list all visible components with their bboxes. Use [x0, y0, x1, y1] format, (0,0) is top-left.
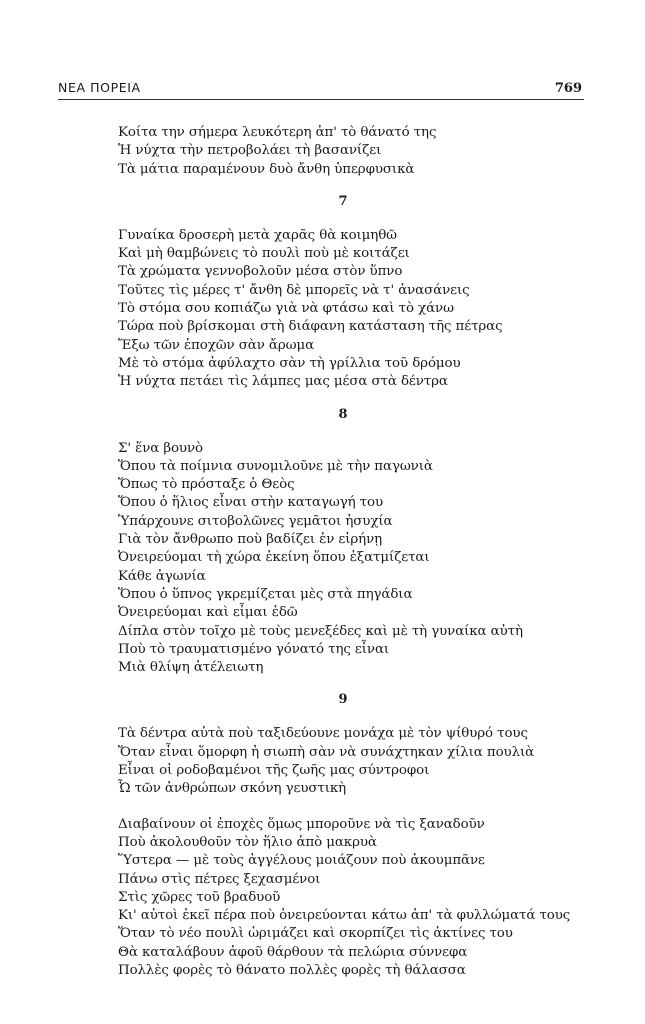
- section-number: 8: [338, 406, 348, 422]
- verse-line: Ἡ νύχτα πετάει τὶς λάμπες μας μέσα στὰ δέντρα: [118, 374, 448, 390]
- verse-line: Γυναίκα δροσερὴ μετὰ χαρᾶς θὰ κοιμηθῶ: [118, 227, 397, 243]
- verse-line: Πάνω στὶς πέτρες ξεχασμένοι: [118, 871, 321, 887]
- verse-line: Ὅταν τὸ νέο πουλὶ ὡριμάζει καὶ σκορπίζει τὶς ἀκτίνες του: [118, 926, 513, 942]
- verse-line: Ὅπου τὰ ποίμνια συνομιλοῦνε μὲ τὴν παγωνιὰ: [118, 458, 433, 474]
- verse-line: Στὶς χῶρες τοῦ βραδυοῦ: [118, 889, 281, 905]
- verse-line: Μὲ τὸ στόμα ἀφύλαχτο σὰν τὴ γρίλλια τοῦ δρόμου: [118, 355, 461, 371]
- stanza-break: [118, 799, 588, 816]
- poem-body: [118, 124, 588, 980]
- page-number: 769: [554, 81, 582, 96]
- stanza-section-8: [118, 440, 588, 678]
- verse-line: Ὀνειρεύομαι τὴ χώρα ἐκείνη ὅπου ἐξατμίζεται: [118, 550, 430, 566]
- verse-line: Ὅπου ὁ ὕπνος γκρεμίζεται μὲς στὰ πηγάδια: [118, 586, 413, 602]
- section-number: 7: [338, 193, 348, 209]
- verse-line: Θὰ καταλάβουν ἀφοῦ θάρθουν τὰ πελώρια σύννεφα: [118, 944, 468, 960]
- verse-line: Ὦ τῶν ἀνθρώπων σκόνη γευστικὴ: [118, 781, 347, 797]
- verse-line: Ὑπάρχουνε σιτοβολῶνες γεμᾶτοι ἡσυχία: [118, 513, 393, 529]
- verse-line: Ποὺ τὸ τραυματισμένο γόνατό της εἶναι: [118, 641, 390, 657]
- verse-line: Κι' αὐτοὶ ἐκεῖ πέρα ποὺ ὀνειρεύονται κάτω ἀπ' τὰ φυλλώματά τους: [118, 908, 571, 924]
- verse-line: Εἶναι οἱ ροδοβαμένοι τῆς ζωῆς μας σύντροφοι: [118, 763, 430, 779]
- verse-line: Τώρα ποὺ βρίσκομαι στὴ διάφανη κατάσταση τῆς πέτρας: [118, 319, 503, 335]
- verse-line: Σ' ἕνα βουνὸ: [118, 440, 203, 456]
- verse-line: Ὅταν εἶναι ὅμορφη ἡ σιωπὴ σὰν νὰ συνάχτηκαν χίλια πουλιὰ: [118, 744, 535, 760]
- verse-line: Ποὺ ἀκολουθοῦν τὸν ἥλιο ἀπὸ μακρυὰ: [118, 834, 377, 850]
- verse-line: Τὰ χρώματα γεννοβολοῦν μέσα στὸν ὕπνο: [118, 264, 403, 280]
- stanza-section-9a: [118, 725, 588, 798]
- verse-line: Δίπλα στὸν τοῖχο μὲ τοὺς μενεξέδες καὶ μὲ τὴ γυναίκα αὐτὴ: [118, 623, 523, 639]
- verse-line: Τοῦτες τὶς μέρες τ' ἄνθη δὲ μπορεῖς νὰ τ' ἀνασάνεις: [118, 282, 470, 298]
- verse-line: Τὸ στόμα σου κοπιάζω γιὰ νὰ φτάσω καὶ τὸ χάνω: [118, 301, 454, 317]
- verse-line: Τὰ μάτια παραμένουν δυὸ ἄνθη ὑπερφυσικὰ: [118, 161, 415, 177]
- verse-line: Καὶ μὴ θαμβώνεις τὸ πουλὶ ποὺ μὲ κοιτάζει: [118, 246, 410, 262]
- section-number: 9: [338, 692, 348, 708]
- stanza-section-9b: [118, 816, 588, 981]
- verse-line: Ὅπου ὁ ἥλιος εἶναι στὴν καταγωγή του: [118, 495, 383, 511]
- verse-line: Διαβαίνουν οἱ ἐποχὲς ὅμως μποροῦνε νὰ τὶς ξαναδοῦν: [118, 816, 485, 832]
- verse-line: Γιὰ τὸν ἄνθρωπο ποὺ βαδίζει ἐν εἰρήνῃ: [118, 532, 383, 548]
- verse-line: Ὕστερα — μὲ τοὺς ἀγγέλους μοιάζουν ποὺ ἀκουμπᾶνε: [118, 853, 485, 869]
- verse-line: Ὀνειρεύομαι καὶ εἶμαι ἐδῶ: [118, 605, 298, 621]
- verse-line: Ἡ νύχτα τὴν πετροβολάει τὴ βασανίζει: [118, 143, 382, 159]
- verse-line: Τὰ δέντρα αὐτὰ ποὺ ταξιδεύουνε μονάχα μὲ τὸν ψίθυρό τους: [118, 726, 528, 742]
- running-title: ΝΕΑ ΠΟΡΕΙΑ: [58, 80, 141, 95]
- header-rule: [58, 99, 584, 100]
- page-header: [58, 80, 582, 96]
- stanza-opening: [118, 124, 588, 179]
- verse-line: Κάθε ἀγωνία: [118, 568, 206, 584]
- verse-line: Μιὰ θλίψη ἀτέλειωτη: [118, 660, 264, 676]
- verse-line: Ὅπως τὸ πρόσταξε ὁ Θεὸς: [118, 477, 295, 493]
- verse-line: Πολλὲς φορὲς τὸ θάνατο πολλὲς φορὲς τὴ θάλασσα: [118, 962, 466, 978]
- stanza-section-7: [118, 227, 588, 392]
- verse-line: Ἔξω τῶν ἐποχῶν σὰν ἄρωμα: [118, 337, 315, 353]
- verse-line: Κοίτα την σήμερα λευκότερη ἀπ' τὸ θάνατό της: [118, 125, 437, 140]
